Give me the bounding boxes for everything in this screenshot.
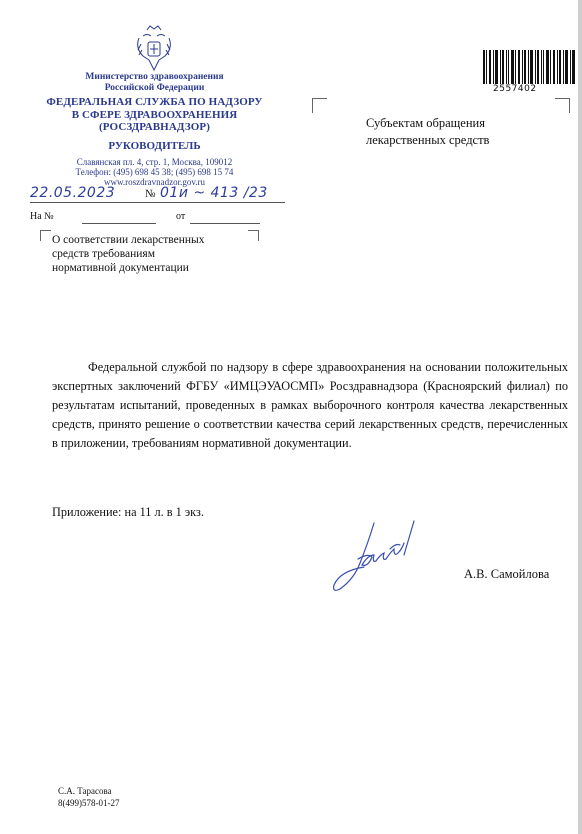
phone: Телефон: (495) 698 45 38; (495) 698 15 74 (75, 167, 234, 177)
signature (330, 515, 450, 595)
reference-line (30, 211, 186, 222)
subject (52, 233, 205, 275)
registration-number-sign: № (145, 188, 156, 200)
registration-date: 22.05.2023 (30, 185, 116, 201)
website: www.roszdravnadzor.gov.ru (103, 177, 206, 187)
ministry-name (30, 72, 279, 94)
recipient (366, 115, 489, 149)
reference-date-blank (190, 223, 260, 224)
subject-line-1: О соответствии лекарственных (52, 234, 205, 246)
coat-of-arms-icon (133, 24, 175, 74)
signer-name: А.В. Самойлова (464, 567, 550, 581)
ministry-line-2: Российской Федерации (104, 83, 205, 93)
executor (58, 786, 120, 809)
head-title: РУКОВОДИТЕЛЬ (108, 140, 201, 152)
reference-number-blank (82, 223, 156, 224)
subject-bracket-left (40, 230, 51, 241)
recipient-line-1: Субъектам обращения (366, 116, 485, 130)
subject-line-3: нормативной документации (52, 262, 189, 274)
executor-name: С.А. Тарасова (58, 786, 112, 796)
appendix-note: Приложение: на 11 л. в 1 экз. (52, 505, 204, 519)
recipient-line-2: лекарственных средств (366, 133, 490, 147)
service-line-1: ФЕДЕРАЛЬНАЯ СЛУЖБА ПО НАДЗОРУ (46, 96, 263, 108)
barcode-number: 2557402 (493, 84, 537, 94)
recipient-bracket-right (555, 98, 570, 113)
subject-bracket-right (248, 230, 259, 241)
subject-line-2: средств требованиям (52, 248, 155, 260)
executor-phone: 8(499)578-01-27 (58, 797, 120, 808)
service-line-3: (РОСЗДРАВНАДЗОР) (99, 121, 210, 133)
registration-underline (30, 202, 285, 203)
service-line-2: В СФЕРЕ ЗДРАВООХРАНЕНИЯ (71, 108, 238, 121)
reference-prefix: На № (30, 211, 54, 222)
letter-body: Федеральной службой по надзору в сфере здравоохранения на основании положительных экспертных заключений ФГБУ «ИМЦЭУАОСМП» Росздравнадзора (Красноярский филиал) по результатам испытаний, проведенных в рамках выборочного контроля качества лекарственных средств, принято решение о соответствии качества серий лекарственных средств, перечисленных в приложении, требованиям нормативной документации. (52, 360, 568, 450)
ministry-line-1: Министерство здравоохранения (85, 72, 224, 82)
registration-line (30, 185, 285, 205)
service-name (30, 96, 279, 134)
barcode (483, 50, 575, 84)
recipient-bracket-left (312, 98, 327, 113)
registration-number: 01и ~ 413 /23 (160, 185, 268, 201)
address: Славянская пл. 4, стр. 1, Москва, 109012 (76, 157, 233, 167)
reference-from: от (176, 211, 186, 222)
